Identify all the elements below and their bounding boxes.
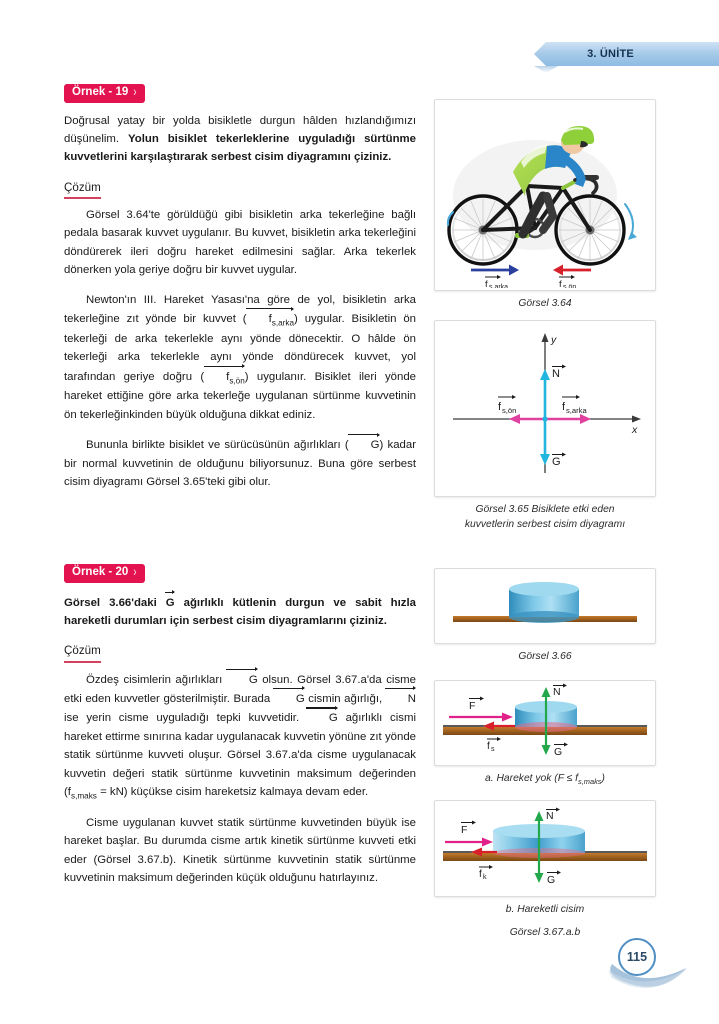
vector-base: G xyxy=(248,673,258,686)
example-20-question xyxy=(64,593,416,631)
figure-367a-frame xyxy=(434,680,656,766)
vector-base: G xyxy=(370,439,380,452)
caption-a-part2: ) xyxy=(601,773,605,784)
vector-G xyxy=(307,708,338,727)
figure-365-caption-line1: Görsel 3.65 Bisiklete etki eden xyxy=(475,504,615,515)
svg-text:f: f xyxy=(479,869,482,880)
vector-N xyxy=(386,689,416,708)
vector-base: G xyxy=(165,596,175,609)
figure-365-caption xyxy=(434,503,656,532)
svg-text:s: s xyxy=(491,746,495,753)
vector-G xyxy=(349,435,380,454)
figure-366-caption: Görsel 3.66 xyxy=(518,651,572,662)
unit-label: 3. ÜNİTE xyxy=(587,48,634,60)
force-arrow-labels xyxy=(485,275,576,288)
figure-367b-block xyxy=(434,800,656,940)
force-arrow-rear xyxy=(471,265,519,276)
svg-text:f: f xyxy=(498,401,502,413)
svg-text:s,arka: s,arka xyxy=(489,284,509,288)
seg-a: Özdeş cisimlerin ağırlıkları xyxy=(86,673,227,686)
seg-e: ağırlıklı cismi hareket ettirme sınırına kadar uygulanacak kuvvetin yönüne zıt yönde statik sürtünme kuvveti oluşur. Görsel 3.67.a'da cisme uygulanacak kuvvetin değeri statik sürtünme kuvvetinin maksimum değerinden (f xyxy=(64,712,416,799)
figure-366-block xyxy=(434,568,656,665)
chevron-right-icon: › xyxy=(133,564,137,580)
free-body-diagram-static xyxy=(435,681,655,763)
figure-365-frame xyxy=(434,320,656,497)
example-19-text-column xyxy=(64,82,416,503)
free-body-diagram-bicycle xyxy=(435,321,655,494)
vector-base: G xyxy=(295,692,305,705)
q-segment-b: ağırlıklı kütlenin durgun ve sabit hızla hareketli durumları için serbest cisim diyagramlarını çiziniz. xyxy=(64,596,416,627)
svg-text:N: N xyxy=(553,686,561,698)
vector-fs-arka xyxy=(247,309,294,330)
figure-367a-caption xyxy=(434,772,656,788)
p2-segment-c: ) uygulanır. Bisiklet ileri yönde hareket ettiğine göre arka tekerleğe uygulanan sürtünme kuvvetinin ön tekerleğinkinden büyük olduğuna dikkat ediniz. xyxy=(64,370,416,421)
ornek-20-badge xyxy=(64,564,145,583)
question-bold-part: Yolun bisiklet tekerleklerine uyguladığı sürtünme kuvvetlerini karşılaştırarak serbest cisim diyagramını çiziniz. xyxy=(64,132,416,164)
vector-base: f xyxy=(268,313,272,326)
bicycle-illustration xyxy=(435,100,655,288)
x-axis-label: x xyxy=(632,424,638,436)
cozum-heading-19: Çözüm xyxy=(64,180,101,199)
cylinder-top xyxy=(509,582,579,596)
seg-b: olsun. Görsel 3.67.a'da cisme etki eden kuvvetler gösterilmiştir. Burada xyxy=(64,673,416,705)
origin-point xyxy=(542,416,547,421)
p3-segment-b: ) kadar bir normal kuvvetinin de olduğunu biliyorsunuz. Buna göre serbest cisim diyagramı Görsel 3.65'teki gibi olur. xyxy=(64,439,417,489)
svg-text:G: G xyxy=(554,746,563,758)
svg-text:G: G xyxy=(547,874,556,886)
svg-text:N: N xyxy=(546,810,554,822)
svg-text:f: f xyxy=(562,401,566,413)
figure-365-caption-line2: kuvvetlerin serbest cisim diyagramı xyxy=(464,518,626,530)
seg-c: cismin ağırlığı, xyxy=(304,692,386,705)
cylinder-on-surface-illustration xyxy=(435,569,655,641)
seg-d: ise yerin cisme uyguladığı tepki kuvvetidir. xyxy=(64,712,307,725)
figure-367a-block xyxy=(434,680,656,788)
chevron-right-icon: › xyxy=(133,84,137,100)
vector-fs-on xyxy=(204,367,245,388)
ornek-19-label: Örnek - 19 xyxy=(72,86,129,98)
caption-a-part1: a. Hareket yok (F ≤ f xyxy=(485,773,579,784)
example-19-question xyxy=(64,112,416,167)
svg-text:F: F xyxy=(461,824,468,836)
free-body-diagram-kinetic xyxy=(435,801,655,894)
example-19-paragraph-1: Görsel 3.64'te görüldüğü gibi bisikletin arka tekerleğine bağlı pedala basarak kuvvet uygulanır. Bu kuvvet, bisikletin arka tekerleğini döndürerek ileri doğru hareket edilmesini sağlar. Arka tekerlek dönerken yola geriye doğru bir kuvvet uygular. xyxy=(64,208,416,277)
example-20-paragraph-1 xyxy=(64,670,416,803)
example-19-paragraph-3 xyxy=(64,435,416,491)
ornek-20-label: Örnek - 20 xyxy=(72,566,129,578)
ornek-19-badge xyxy=(64,84,145,103)
vector-G xyxy=(227,670,258,689)
figure-365-block xyxy=(434,320,656,532)
figure-367b-frame xyxy=(434,800,656,897)
vector-base: G xyxy=(328,712,338,725)
svg-text:s,ön: s,ön xyxy=(563,284,577,288)
unit-header-ribbon xyxy=(534,42,719,66)
vector-sub: s,ön xyxy=(229,376,245,386)
vector-F-arrow xyxy=(445,821,493,847)
example-20-paragraph-2: Cisme uygulanan kuvvet statik sürtünme kuvvetinden büyük ise hareket başlar. Bu durumda cisme artık kinetik sürtünme kuvveti etki eder (Görsel 3.67.b). Kinetik sürtünme kuvvetinin statik sürtünme kuvvetinin maksimum değerinden küçük olduğunu hatırlayınız. xyxy=(64,816,416,885)
p3-segment-a: Bununla birlikte bisiklet ve sürücüsünün ağırlıkları ( xyxy=(86,439,349,452)
svg-text:s,ön: s,ön xyxy=(502,406,517,415)
vector-fk-arrow xyxy=(471,848,497,882)
example-19-paragraph-2 xyxy=(64,291,416,424)
p2-segment-b: ) uygular. Bisikletin ön tekerleği de arka tekerlekle aynı yönde dönecektir. O hâlde ön tekerleği arka tekerlekle aynı yönde döndürecek kuvvet, yol tarafından geriye doğru ( xyxy=(64,313,416,383)
svg-text:N: N xyxy=(552,368,560,380)
figure-366-frame xyxy=(434,568,656,644)
vector-G xyxy=(166,593,175,612)
force-arrow-front xyxy=(553,265,591,276)
figure-364-block xyxy=(434,99,656,312)
seg-f: = kN) küçükse cisim hareketsiz kalmaya devam eder. xyxy=(96,786,369,799)
y-axis-label: y xyxy=(551,334,557,346)
caption-a-sub: s,maks xyxy=(578,777,602,787)
ribbon-shadow xyxy=(534,66,558,73)
question-plain-part: Doğrusal yatay bir yolda bisikletle durgun hâlden hızlandığımızı düşünelim. xyxy=(64,114,416,145)
vector-base: f xyxy=(226,370,230,383)
svg-text:f: f xyxy=(485,279,488,288)
vector-sub: s,arka xyxy=(271,318,295,328)
svg-text:f: f xyxy=(559,279,562,288)
svg-text:G: G xyxy=(552,456,561,468)
vector-fs-arka xyxy=(545,395,591,424)
vector-G xyxy=(540,419,566,468)
svg-text:s,arka: s,arka xyxy=(566,406,587,415)
vector-base: N xyxy=(407,692,416,705)
page-number-block xyxy=(604,930,719,1000)
seg-sub: s,maks xyxy=(70,791,97,801)
vector-F-arrow xyxy=(449,697,513,722)
figure-367-group-caption: Görsel 3.67.a.b xyxy=(509,926,581,938)
figure-364-caption: Görsel 3.64 xyxy=(518,298,572,309)
q-segment-a: Görsel 3.66'daki xyxy=(64,596,166,609)
svg-text:f: f xyxy=(487,741,490,752)
example-20-text-column xyxy=(64,562,416,899)
figure-364-frame xyxy=(434,99,656,291)
svg-text:F: F xyxy=(469,700,476,712)
vector-fs-arrow xyxy=(483,722,515,754)
p2-segment-a: Newton'ın III. Hareket Yasası'na göre de yol, bisikletin arka tekerleğine zıt yönde bir kuvvet ( xyxy=(64,293,416,326)
page-number: 115 xyxy=(618,938,656,976)
cozum-heading-20: Çözüm xyxy=(64,643,101,662)
vector-G xyxy=(274,689,305,708)
figure-367b-caption: b. Hareketli cisim xyxy=(505,904,585,915)
svg-text:k: k xyxy=(483,874,487,881)
